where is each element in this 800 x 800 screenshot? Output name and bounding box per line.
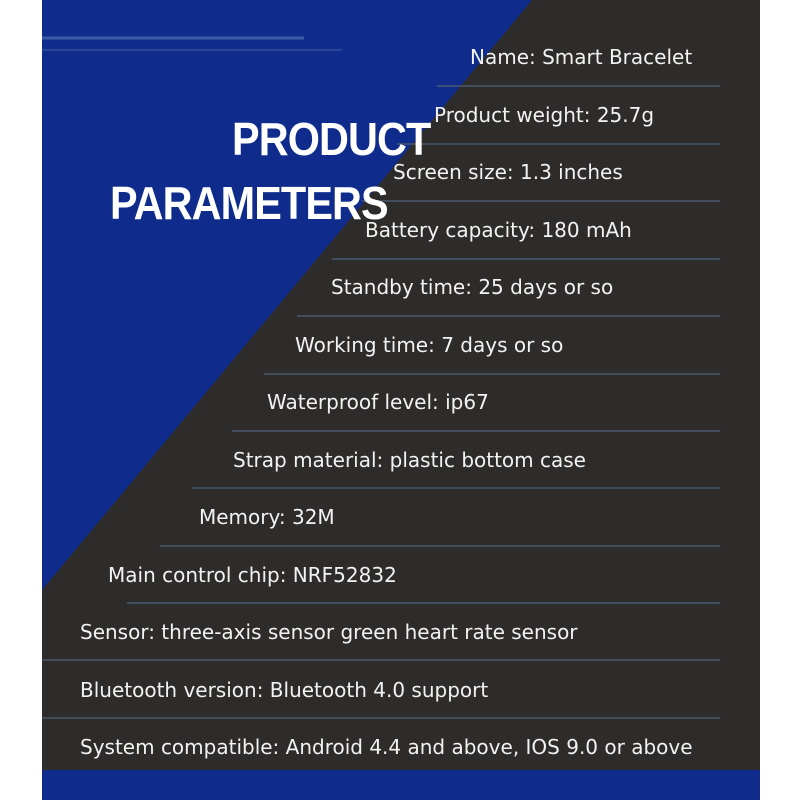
spec-sensor: Sensor: three-axis sensor green heart rate sensor	[80, 620, 578, 644]
spec-waterproof-level: Waterproof level: ip67	[267, 390, 489, 414]
spec-bluetooth-version: Bluetooth version: Bluetooth 4.0 support	[80, 678, 489, 702]
spec-strap-material: Strap material: plastic bottom case	[233, 448, 586, 472]
spec-system-compatible: System compatible: Android 4.4 and above, IOS 9.0 or above	[80, 735, 693, 759]
spec-main-control-chip: Main control chip: NRF52832	[108, 563, 397, 587]
title-line-2: PARAMETERS	[110, 177, 388, 229]
spec-standby-time: Standby time: 25 days or so	[331, 275, 614, 299]
title-line-1: PRODUCT	[232, 113, 431, 165]
spec-product-weight: Product weight: 25.7g	[434, 103, 655, 127]
spec-working-time: Working time: 7 days or so	[295, 333, 564, 357]
spec-battery-capacity: Battery capacity: 180 mAh	[365, 218, 632, 242]
spec-name: Name: Smart Bracelet	[470, 45, 693, 69]
background-panel	[42, 0, 760, 800]
spec-memory: Memory: 32M	[199, 505, 335, 529]
spec-screen-size: Screen size: 1.3 inches	[393, 160, 623, 184]
